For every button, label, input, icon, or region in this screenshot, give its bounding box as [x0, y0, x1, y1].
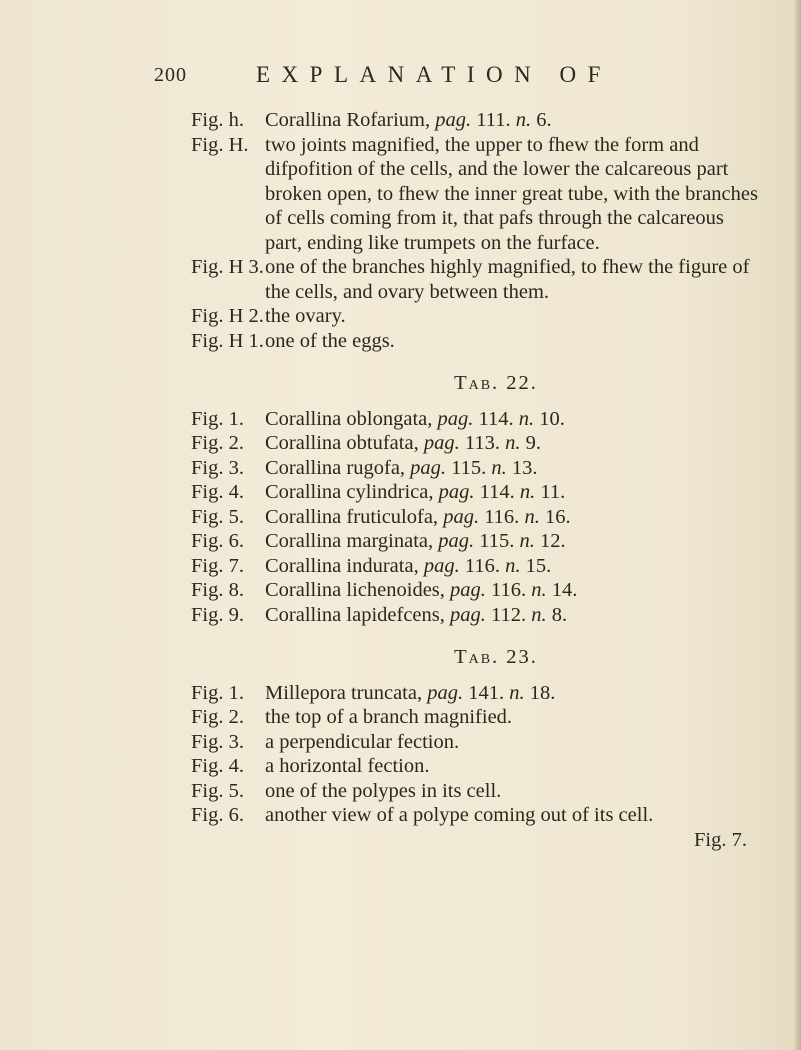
figure-entry	[191, 304, 761, 329]
figure-list-intro	[191, 108, 761, 353]
figure-label: Fig. H 1.	[191, 329, 264, 352]
figure-entry	[191, 133, 761, 256]
figure-entry	[191, 329, 761, 354]
figure-label: Fig. 3.	[191, 730, 244, 753]
figure-description: the top of a branch magnified.	[265, 706, 513, 728]
figure-description: Corallina marginata, pag. 115. n. 12.	[265, 530, 566, 552]
figure-entry	[191, 681, 761, 706]
figure-entry	[191, 803, 761, 828]
figure-entry	[191, 431, 761, 456]
figure-entry	[191, 480, 761, 505]
figure-label: Fig. 2.	[191, 706, 244, 728]
figure-entry	[191, 705, 761, 730]
figure-label: Fig. 9.	[191, 603, 244, 626]
figure-entry	[191, 255, 761, 304]
figure-description: the ovary.	[265, 305, 346, 327]
figure-description: one of the branches highly magnified, to fhew the figure of the cells, and ovary between them.	[265, 256, 750, 303]
figure-label: Fig. H 2.	[191, 305, 264, 327]
figure-label: Fig. 7.	[191, 554, 244, 577]
tab-22-section	[191, 371, 761, 627]
figure-label: Fig. H.	[191, 133, 249, 156]
figure-description: Millepora truncata, pag. 141. n. 18.	[265, 681, 556, 704]
figure-entry	[191, 754, 761, 779]
figure-description: Corallina cylindrica, pag. 114. n. 11.	[265, 481, 566, 503]
catchword: Fig. 7.	[694, 828, 747, 851]
figure-entry	[191, 554, 761, 579]
figure-description: Corallina indurata, pag. 116. n. 15.	[265, 554, 552, 577]
figure-entry	[191, 730, 761, 755]
figure-entry	[191, 529, 761, 554]
figure-entry	[191, 505, 761, 530]
figure-entry	[191, 603, 761, 628]
figure-label: Fig. 8.	[191, 579, 244, 601]
page-number: 200	[154, 64, 187, 86]
figure-label: Fig. 6.	[191, 804, 244, 826]
figure-label: Fig. 1.	[191, 681, 244, 704]
figure-description: another view of a polype coming out of its cell.	[265, 804, 654, 826]
figure-label: Fig. 5.	[191, 779, 244, 802]
figure-label: Fig. 6.	[191, 530, 244, 552]
figure-description: Corallina fruticulofa, pag. 116. n. 16.	[265, 505, 571, 528]
figure-label: Fig. 5.	[191, 505, 244, 528]
figure-description: a horizontal fection.	[265, 755, 430, 777]
figure-entry	[191, 578, 761, 603]
figure-description: two joints magnified, the upper to fhew the form and difpofition of the cells, and the lower the calcareous part broken open, to fhew the inner great tube, with the branches of cells coming from it, that pafs through the calcareous part, ending like trumpets on the furface.	[265, 133, 758, 254]
explanation-body	[191, 108, 761, 852]
figure-description: Corallina lichenoides, pag. 116. n. 14.	[265, 579, 578, 601]
figure-label: Fig. 1.	[191, 407, 244, 430]
running-title: EXPLANATION OF	[256, 62, 612, 87]
figure-description: Corallina lapidefcens, pag. 112. n. 8.	[265, 603, 568, 626]
figure-label: Fig. H 3.	[191, 256, 264, 278]
section-title: Tab. 22.	[454, 372, 538, 394]
figure-entry	[191, 407, 761, 432]
figure-label: Fig. h.	[191, 109, 244, 131]
figure-label: Fig. 4.	[191, 755, 244, 777]
figure-label: Fig. 4.	[191, 481, 244, 503]
figure-description: Corallina Rofarium, pag. 111. n. 6.	[265, 109, 552, 131]
figure-label: Fig. 3.	[191, 456, 244, 479]
tab-23-section	[191, 645, 761, 828]
section-title: Tab. 23.	[454, 646, 538, 668]
figure-label: Fig. 2.	[191, 432, 244, 454]
page-edge-shadow	[793, 0, 801, 1050]
figure-description: one of the polypes in its cell.	[265, 779, 502, 802]
figure-entry	[191, 779, 761, 804]
figure-description: Corallina obtufata, pag. 113. n. 9.	[265, 432, 541, 454]
figure-entry	[191, 108, 761, 133]
figure-entry	[191, 456, 761, 481]
figure-description: one of the eggs.	[265, 329, 395, 352]
figure-description: Corallina oblongata, pag. 114. n. 10.	[265, 407, 565, 430]
running-header	[0, 64, 801, 94]
figure-description: Corallina rugofa, pag. 115. n. 13.	[265, 456, 538, 479]
figure-description: a perpendicular fection.	[265, 730, 460, 753]
